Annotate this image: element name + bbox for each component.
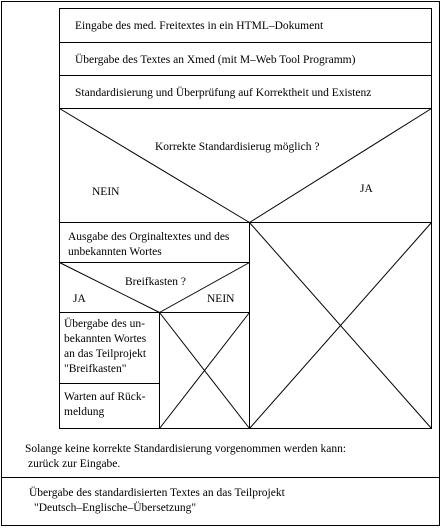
loop-condition-line1: Solange keine korrekte Standardisierung vorgenommen werden kann: bbox=[25, 443, 347, 455]
loop-condition-line2: zurück zur Eingabe. bbox=[28, 458, 121, 470]
final-step-line1: Übergabe des standardisierten Textes an das Teilprojekt bbox=[29, 487, 285, 499]
decision1-right-diagonal bbox=[250, 109, 432, 223]
final-step-line2: "Deutsch–Englische–Übersetzung" bbox=[34, 502, 197, 514]
handover-line1: Übergabe des un- bbox=[64, 318, 145, 330]
step-eingabe: Eingabe des med. Freitextes in ein HTML–Dokument bbox=[75, 20, 324, 32]
decision1-question: Korrekte Standardisierug möglich ? bbox=[155, 141, 320, 153]
decision2-no-label: NEIN bbox=[207, 293, 235, 305]
handover-line3: an das Teilprojekt bbox=[64, 348, 147, 360]
step-standardisierung: Standardisierung und Überprüfung auf Korrektheit und Existenz bbox=[75, 87, 372, 99]
output-text-line1: Ausgabe des Orginaltextes und des bbox=[68, 231, 230, 243]
output-text-line2: unbekannten Wortes bbox=[68, 246, 162, 258]
step-uebergabe-xmed: Übergabe des Textes an Xmed (mit M–Web Tool Programm) bbox=[75, 54, 356, 66]
decision1-yes-label: JA bbox=[360, 183, 373, 195]
wait-line1: Warten auf Rück- bbox=[64, 391, 146, 403]
decision2-question: Breifkasten ? bbox=[125, 276, 186, 288]
handover-line4: "Breifkasten" bbox=[64, 363, 127, 375]
decision2-yes-label: JA bbox=[73, 293, 86, 305]
handover-line2: bekannten Wortes bbox=[64, 333, 147, 345]
wait-line2: meldung bbox=[64, 406, 105, 418]
decision1-left-diagonal bbox=[60, 109, 250, 223]
decision1-no-label: NEIN bbox=[92, 186, 120, 198]
